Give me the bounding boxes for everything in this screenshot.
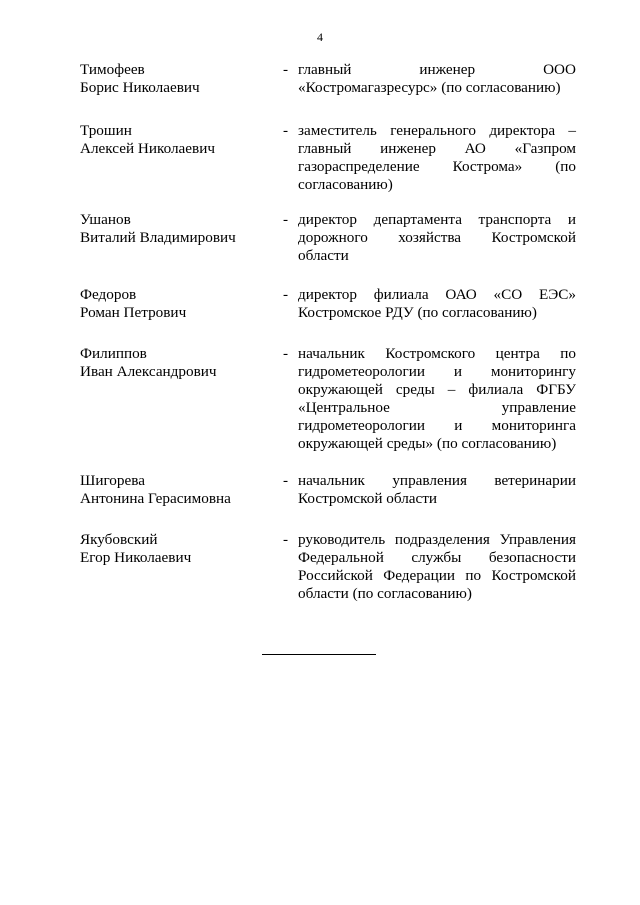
dash-separator: - xyxy=(283,122,289,139)
member-name xyxy=(80,61,280,97)
member-surname: Филиппов xyxy=(80,345,147,362)
member-name xyxy=(80,345,280,381)
member-surname: Федоров xyxy=(80,286,137,303)
member-role: главный инженер ООО «Костромагазресурс» (по согласованию) xyxy=(298,61,576,96)
member-role: начальник Костромского центра по гидрометеорологии и мониторингу окружающей среды – филиала ФГБУ «Центральное управление гидрометеорологии и мониторинга окружающей среды» (по согласованию) xyxy=(298,345,576,452)
member-given-name: Борис Николаевич xyxy=(80,79,200,96)
dash-separator: - xyxy=(283,286,289,303)
member-role: директор департамента транспорта и дорожного хозяйства Костромской области xyxy=(298,211,576,264)
member-role: руководитель подразделения Управления Федеральной службы безопасности Российской Федерации по Костромской области (по согласованию) xyxy=(298,531,576,602)
dash-separator: - xyxy=(283,61,289,78)
member-given-name: Роман Петрович xyxy=(80,304,187,321)
member-name xyxy=(80,286,280,322)
closing-rule xyxy=(262,654,376,655)
member-given-name: Антонина Герасимовна xyxy=(80,490,231,507)
member-role: начальник управления ветеринарии Костромской области xyxy=(298,472,576,507)
member-surname: Тимофеев xyxy=(80,61,145,78)
member-given-name: Виталий Владимирович xyxy=(80,229,236,246)
member-name xyxy=(80,531,280,567)
member-surname: Ушанов xyxy=(80,211,131,228)
member-name xyxy=(80,122,280,158)
member-given-name: Иван Александрович xyxy=(80,363,217,380)
member-name xyxy=(80,211,280,247)
dash-separator: - xyxy=(283,472,289,489)
member-role: заместитель генерального директора – главный инженер АО «Газпром газораспределение Кострома» (по согласованию) xyxy=(298,122,576,193)
dash-separator: - xyxy=(283,531,289,548)
member-given-name: Алексей Николаевич xyxy=(80,140,215,157)
member-name xyxy=(80,472,280,508)
dash-separator: - xyxy=(283,211,289,228)
member-given-name: Егор Николаевич xyxy=(80,549,192,566)
member-role: директор филиала ОАО «СО ЕЭС» Костромское РДУ (по согласованию) xyxy=(298,286,576,321)
dash-separator: - xyxy=(283,345,289,362)
member-surname: Шигорева xyxy=(80,472,145,489)
member-surname: Якубовский xyxy=(80,531,158,548)
member-surname: Трошин xyxy=(80,122,132,139)
page-number: 4 xyxy=(317,30,323,44)
